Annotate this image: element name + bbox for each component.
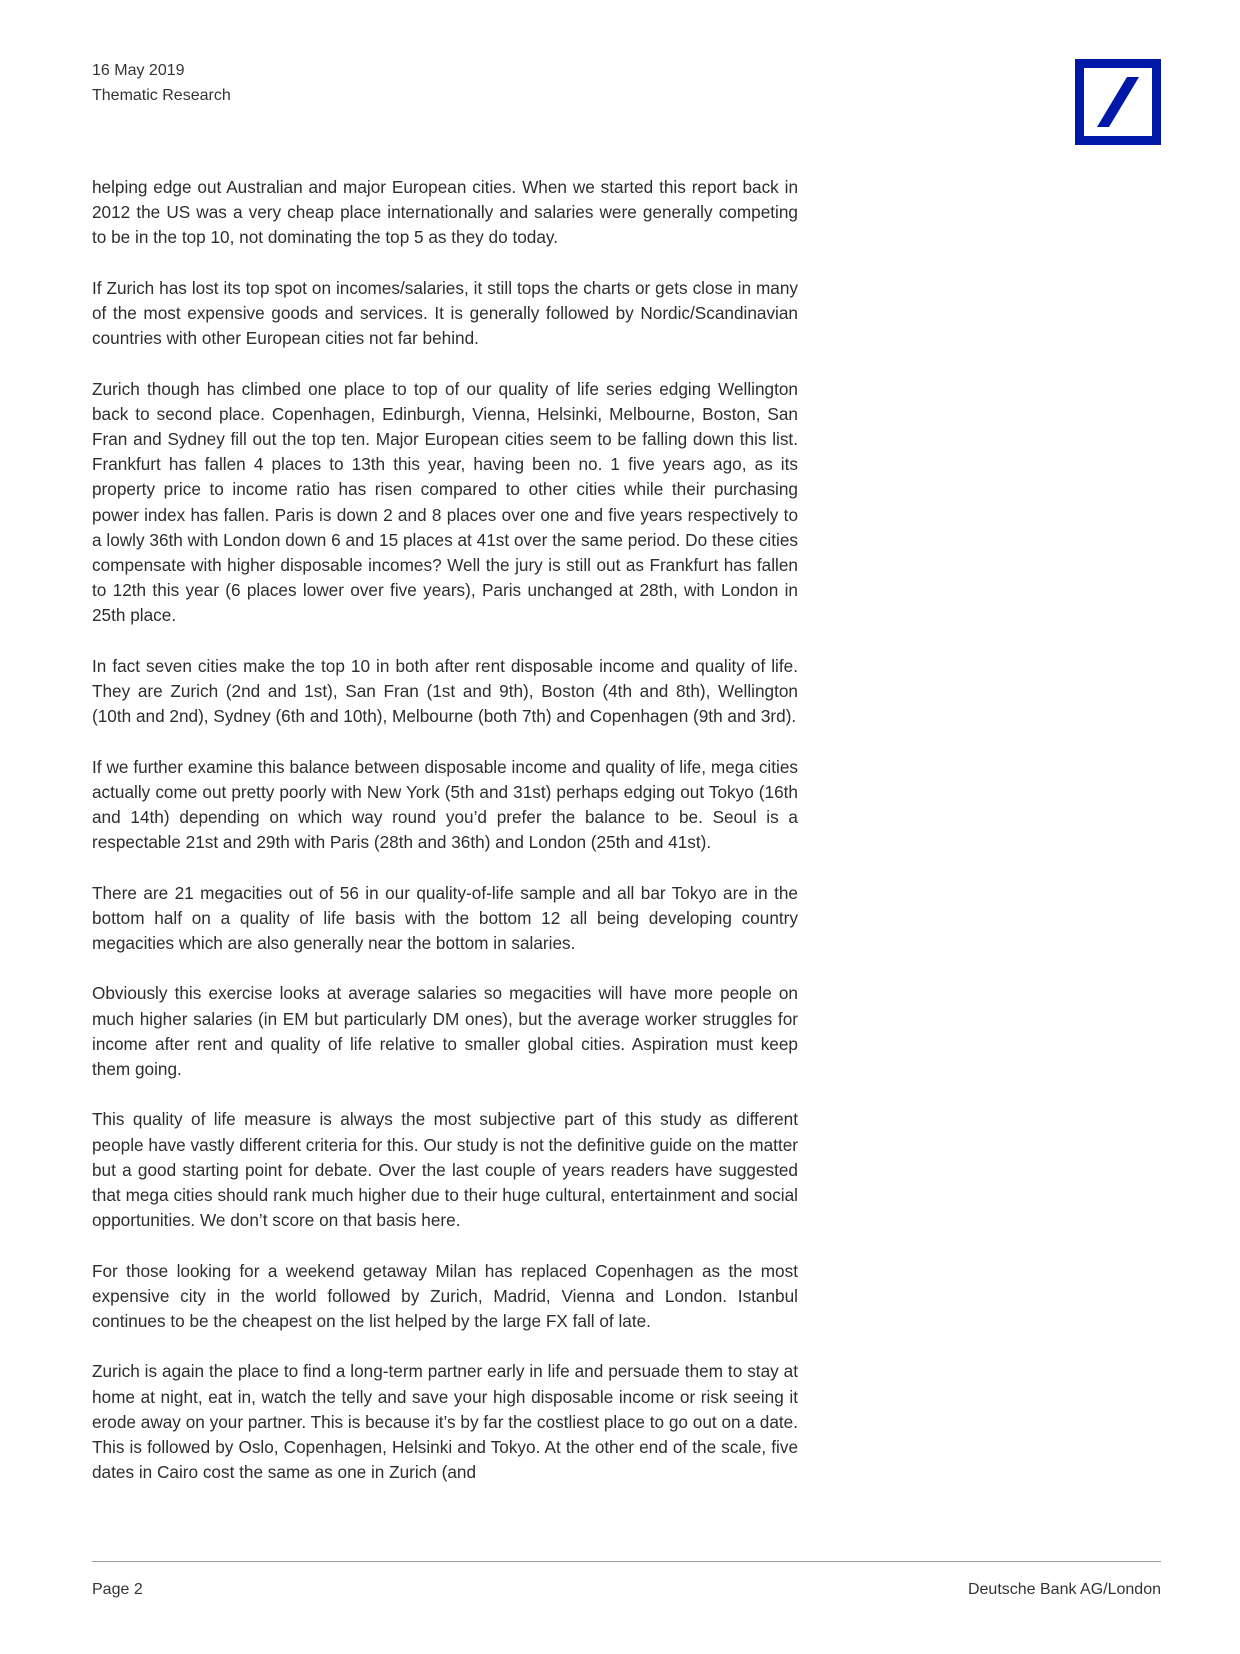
report-date: 16 May 2019 — [92, 62, 185, 79]
report-section: Thematic Research — [92, 87, 231, 104]
publisher-name: Deutsche Bank AG/London — [967, 1581, 1161, 1598]
paragraph: Obviously this exercise looks at average salaries so megacities will have more people on much higher salaries (in EM but particularly DM ones), but the average worker struggles for income after rent and quality of life relative to smaller global cities. Aspiration must keep them going. — [92, 983, 798, 1080]
paragraph: For those looking for a weekend getaway Milan has replaced Copenhagen as the most expensive city in the world followed by Zurich, Madrid, Vienna and London. Istanbul continues to be the cheapest on the list helped by the large FX fall of late. — [92, 1260, 798, 1332]
paragraph: If we further examine this balance between disposable income and quality of life, mega cities actually come out pretty poorly with New York (5th and 31st) perhaps edging out Tokyo (16th and 14th) depending on which way round you’d prefer the balance to be. Seoul is a respectable 21st and 29th with Paris (28th and 36th) and London (25th and 41st). — [92, 756, 798, 853]
paragraph: Zurich though has climbed one place to top of our quality of life series edging Wellington back to second place. Copenhagen, Edinburgh, Vienna, Helsinki, Melbourne, Boston, San Fran and Sydney fill out the top ten. Major European cities seem to be falling down this list. Frankfurt has fallen 4 places to 13th this year, having been no. 1 five years ago, as its property price to income ratio has risen compared to other cities while their purchasing power index has fallen. Paris is down 2 and 8 places over one and five years respectively to a lowly 36th with London down 6 and 15 places at 41st over the same period. Do these cities compensate with higher disposable incomes? Well the jury is still out as Frankfurt has fallen to 12th this year (6 places lower over five years), Paris unchanged at 28th, with London in 25th place. — [92, 378, 798, 626]
article-body — [92, 175, 798, 1485]
deutsche-bank-logo-icon — [1075, 59, 1161, 145]
logo-graphic — [1075, 59, 1161, 145]
paragraph: helping edge out Australian and major European cities. When we started this report back in 2012 the US was a very cheap place internationally and salaries were generally competing to be in the top 10, not dominating the top 5 as they do today. — [92, 177, 798, 248]
paragraph: Zurich is again the place to find a long-term partner early in life and persuade them to stay at home at night, eat in, watch the telly and save your high disposable income or risk seeing it erode away on your partner. This is because it’s by far the costliest place to go out on a date. This is followed by Oslo, Copenhagen, Helsinki and Tokyo. At the other end of the scale, five dates in Cairo cost the same as one in Zurich (and — [92, 1361, 798, 1483]
report-header — [92, 58, 231, 108]
page-number: Page 2 — [92, 1581, 143, 1598]
footer-divider — [92, 1561, 1161, 1562]
paragraph: In fact seven cities make the top 10 in both after rent disposable income and quality of life. They are Zurich (2nd and 1st), San Fran (1st and 9th), Boston (4th and 8th), Wellington (10th and 2nd), Sydney (6th and 10th), Melbourne (both 7th) and Copenhagen (9th and 3rd). — [92, 655, 798, 727]
paragraph: If Zurich has lost its top spot on incomes/salaries, it still tops the charts or gets close in many of the most expensive goods and services. It is generally followed by Nordic/Scandinavian countries with other European cities not far behind. — [92, 277, 798, 349]
paragraph: This quality of life measure is always the most subjective part of this study as different people have vastly different criteria for this. Our study is not the definitive guide on the matter but a good starting point for debate. Over the last couple of years readers have suggested that mega cities should rank much higher due to their huge cultural, entertainment and social opportunities. We don’t score on that basis here. — [92, 1109, 798, 1231]
paragraph: There are 21 megacities out of 56 in our quality-of-life sample and all bar Tokyo are in the bottom half on a quality of life basis with the bottom 12 all being developing country megacities which are also generally near the bottom in salaries. — [92, 882, 798, 954]
